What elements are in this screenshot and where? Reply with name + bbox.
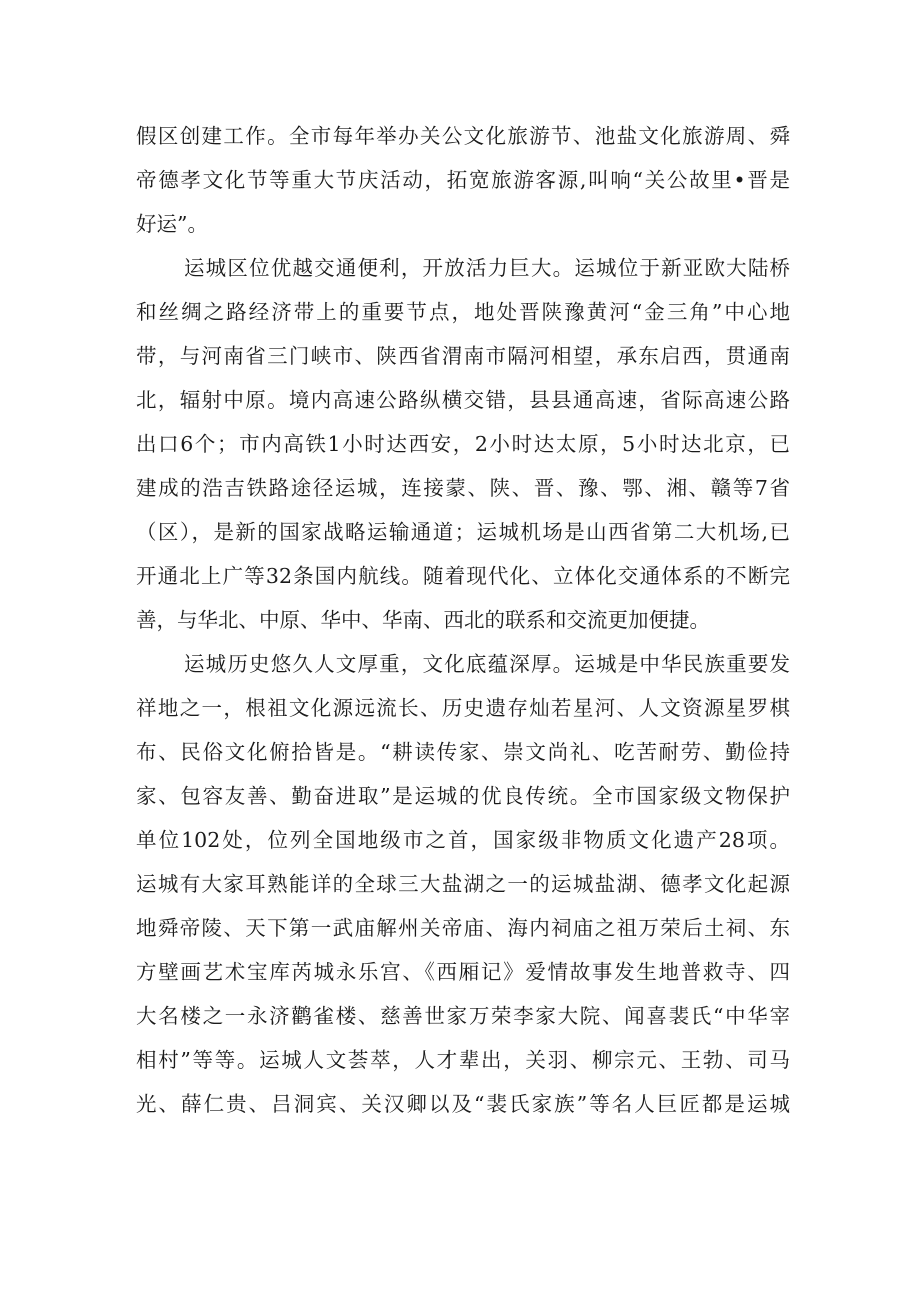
text-line: 运城区位优越交通便利，开放活力巨大。运城位于新亚欧大陆桥 <box>184 256 790 280</box>
text-line: （区），是新的国家战略运输通道；运城机场是山西省第二大机场,已 <box>136 520 790 544</box>
text-line: 和丝绸之路经济带上的重要节点，地处晋陕豫黄河“金三角”中心地 <box>136 300 790 324</box>
text-line: 建成的浩吉铁路途径运城，连接蒙、陕、晋、豫、鄂、湘、赣等7省 <box>136 476 790 500</box>
text-line: 祥地之一，根祖文化源远流长、历史遗存灿若星河、人文资源星罗棋 <box>136 696 790 720</box>
text-line: 光、薛仁贵、吕洞宾、关汉卿以及“裴氏家族”等名人巨匠都是运城 <box>136 1092 790 1116</box>
text-line: 运城有大家耳熟能详的全球三大盐湖之一的运城盐湖、德孝文化起源 <box>136 872 790 896</box>
text-line: 帝德孝文化节等重大节庆活动，拓宽旅游客源,叫响“关公故里•晋是 <box>136 168 790 192</box>
text-line: 假区创建工作。全市每年举办关公文化旅游节、池盐文化旅游周、舜 <box>136 124 790 148</box>
text-line: 地舜帝陵、天下第一武庙解州关帝庙、海内祠庙之祖万荣后土祠、东 <box>136 916 790 940</box>
text-line: 方壁画艺术宝库芮城永乐宫、《西厢记》爱情故事发生地普救寺、四 <box>136 960 790 984</box>
text-line: 家、包容友善、勤奋进取”是运城的优良传统。全市国家级文物保护 <box>136 784 790 808</box>
text-line: 出口6个；市内高铁1小时达西安，2小时达太原，5小时达北京，已 <box>136 432 790 456</box>
text-line: 开通北上广等32条国内航线。随着现代化、立体化交通体系的不断完 <box>136 564 790 588</box>
text-line: 相村”等等。运城人文荟萃，人才辈出，关羽、柳宗元、王勃、司马 <box>136 1048 790 1072</box>
text-line: 好运”。 <box>136 212 208 236</box>
text-line: 单位102处，位列全国地级市之首，国家级非物质文化遗产28项。 <box>136 828 790 852</box>
text-line: 北，辐射中原。境内高速公路纵横交错，县县通高速，省际高速公路 <box>136 388 790 412</box>
text-line: 带，与河南省三门峡市、陕西省渭南市隔河相望，承东启西，贯通南 <box>136 344 790 368</box>
text-line: 布、民俗文化俯拾皆是。“耕读传家、崇文尚礼、吃苦耐劳、勤俭持 <box>136 740 790 764</box>
text-line: 运城历史悠久人文厚重，文化底蕴深厚。运城是中华民族重要发 <box>184 652 790 676</box>
text-line: 善，与华北、中原、华中、华南、西北的联系和交流更加便捷。 <box>136 608 710 632</box>
text-line: 大名楼之一永济鹳雀楼、慈善世家万荣李家大院、闻喜裴氏“中华宰 <box>136 1004 790 1028</box>
